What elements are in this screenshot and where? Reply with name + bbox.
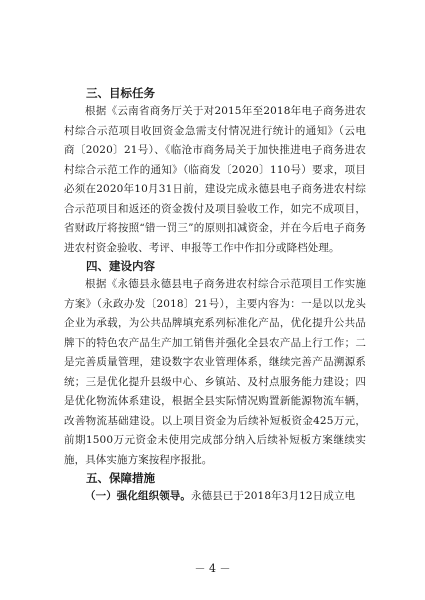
measure-item-lead: （一）强化组织领导。	[85, 490, 191, 502]
section-heading-content: 四、建设内容	[86, 259, 155, 273]
section-heading-measures: 五、保障措施	[86, 471, 155, 485]
paragraph-goals: 根据《云南省商务厅关于对2015年至2018年电子商务进农村综合示范项目收回资金急需支付情况进行统计的通知》（云电商〔2020〕21号）、《临沧市商务局关于加快推进电子商务进农村综合示范工作的通知》（临商发〔2020〕110号）要求，项目必须在2020年10月31日前，建设完成永德县电子商务进农村综合示范项目和返还的资金拨付及项目验收工作，如完不成项目，省财政厅将按照“错一罚三”的原则扣减资金，并在今后电子商务进农村资金验收、考评、申报等工作中作扣分或降档处理。	[64, 105, 366, 254]
section-heading-goals: 三、目标任务	[86, 86, 155, 100]
page-number: － 4 －	[194, 562, 231, 575]
measure-item-text: 永德县已于2018年3月12日成立电	[191, 490, 356, 502]
paragraph-content: 根据《永德县永德县电子商务进农村综合示范项目工作实施方案》（永政办发〔2018〕21号），主要内容为：一是以以龙头企业为承载，为公共品牌填充系列标准化产品，优化提升公共品牌下的特色农产品生产加工销售并强化全县农产品上行工作；二是完善质量管理，建设数字农业管理体系，继续完善产品溯源系统；三是优化提升县级中心、乡镇站、及村点服务能力建设；四是优化物流体系建设，根据全县实际情况购置新能源物流车辆，改善物流基础建设。以上项目资金为后续补短板资金425万元，前期1500万元资金未使用完成部分纳入后续补短板方案继续实施，具体实施方案按程序报批。	[64, 278, 366, 466]
paragraph-measures	[64, 487, 366, 507]
document-body	[64, 85, 366, 507]
